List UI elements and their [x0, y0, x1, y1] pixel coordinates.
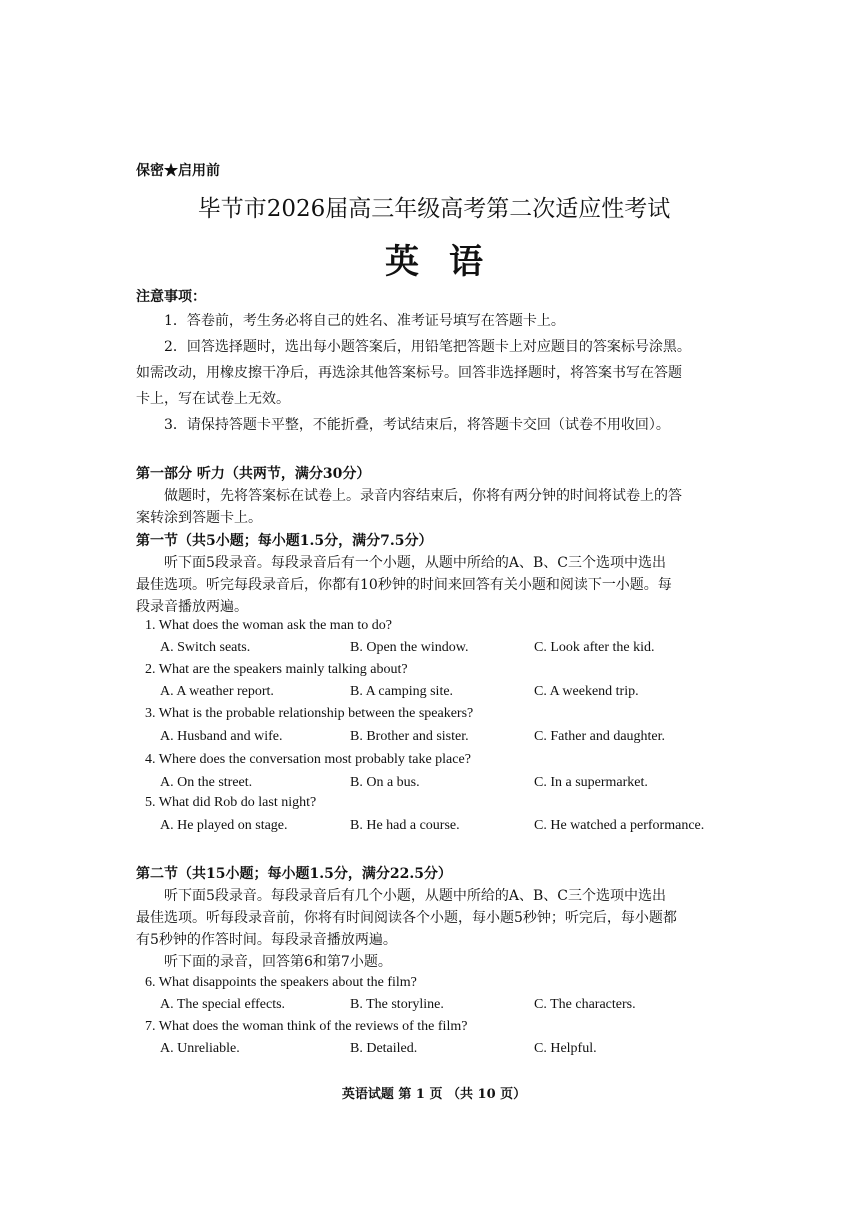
section1-intro-cont: 最佳选项。听完每段录音后，你都有10秒钟的时间来回答有关小题和阅读下一小题。每	[136, 577, 672, 593]
q6-option-a: A. The special effects.	[160, 997, 286, 1012]
section2-intro-cont2: 有5秒钟的作答时间。每段录音播放两遍。	[136, 932, 397, 948]
q7-option-a: A. Unreliable.	[160, 1041, 240, 1056]
section1-intro: 听下面5段录音。每段录音后有一个小题，从题中所给的A、B、C三个选项中选出	[164, 555, 667, 571]
q3-option-b: B. Brother and sister.	[350, 729, 469, 744]
question-1: 1. What does the woman ask the man to do?	[145, 618, 393, 633]
notice-item-2-cont2: 卡上，写在试卷上无效。	[136, 391, 290, 407]
q2-option-b: B. A camping site.	[350, 684, 454, 699]
notice-item-2: 2．回答选择题时，选出每小题答案后，用铅笔把答题卡上对应题目的答案标号涂黑。	[164, 339, 691, 355]
exam-title: 毕节市2026届高三年级高考第二次适应性考试	[197, 196, 671, 222]
q3-option-c: C. Father and daughter.	[534, 729, 666, 744]
notice-heading: 注意事项：	[136, 289, 206, 305]
q5-option-a: A. He played on stage.	[160, 818, 288, 833]
q2-option-c: C. A weekend trip.	[534, 684, 639, 699]
part1-heading: 第一部分 听力（共两节，满分30分）	[136, 466, 371, 482]
section2-heading: 第二节（共15小题；每小题1.5分，满分22.5分）	[136, 866, 452, 882]
q3-option-a: A. Husband and wife.	[160, 729, 283, 744]
q5-option-c: C. He watched a performance.	[534, 818, 705, 833]
question-4: 4. Where does the conversation most probably take place?	[145, 752, 471, 767]
q2-option-a: A. A weather report.	[160, 684, 274, 699]
notice-item-1: 1．答卷前，考生务必将自己的姓名、准考证号填写在答题卡上。	[164, 313, 565, 329]
question-2: 2. What are the speakers mainly talking about?	[145, 662, 408, 677]
section2-sub-intro: 听下面的录音，回答第6和第7小题。	[164, 954, 392, 970]
q6-option-b: B. The storyline.	[350, 997, 444, 1012]
question-6: 6. What disappoints the speakers about the film?	[145, 975, 417, 990]
question-5: 5. What did Rob do last night?	[145, 795, 317, 810]
q4-option-b: B. On a bus.	[350, 775, 420, 790]
section1-intro-cont2: 段录音播放两遍。	[136, 599, 248, 615]
notice-item-3: 3．请保持答题卡平整，不能折叠，考试结束后，将答题卡交回（试卷不用收回）。	[164, 417, 670, 433]
q4-option-c: C. In a supermarket.	[534, 775, 648, 790]
section1-heading: 第一节（共5小题；每小题1.5分，满分7.5分）	[136, 533, 433, 549]
notice-item-2-cont: 如需改动，用橡皮擦干净后，再选涂其他答案标号。回答非选择题时，将答案书写在答题	[136, 365, 682, 381]
q6-option-c: C. The characters.	[534, 997, 636, 1012]
q5-option-b: B. He had a course.	[350, 818, 460, 833]
question-7: 7. What does the woman think of the reviews of the film?	[145, 1019, 468, 1034]
page-footer: 英语试题 第 1 页 （共 10 页）	[341, 1087, 527, 1102]
question-3: 3. What is the probable relationship between the speakers?	[145, 706, 474, 721]
q7-option-c: C. Helpful.	[534, 1041, 597, 1056]
q4-option-a: A. On the street.	[160, 775, 253, 790]
section2-intro-cont: 最佳选项。听每段录音前，你将有时间阅读各个小题，每小题5秒钟；听完后，每小题都	[136, 910, 677, 926]
part1-intro-cont: 案转涂到答题卡上。	[136, 510, 262, 526]
q7-option-b: B. Detailed.	[350, 1041, 418, 1056]
confidential-mark: 保密★启用前	[136, 163, 220, 179]
section2-intro: 听下面5段录音。每段录音后有几个小题，从题中所给的A、B、C三个选项中选出	[164, 888, 667, 904]
subject-title: 英语	[385, 242, 513, 282]
q1-option-a: A. Switch seats.	[160, 640, 251, 655]
q1-option-b: B. Open the window.	[350, 640, 469, 655]
part1-intro: 做题时，先将答案标在试卷上。录音内容结束后，你将有两分钟的时间将试卷上的答	[164, 488, 682, 504]
q1-option-c: C. Look after the kid.	[534, 640, 655, 655]
